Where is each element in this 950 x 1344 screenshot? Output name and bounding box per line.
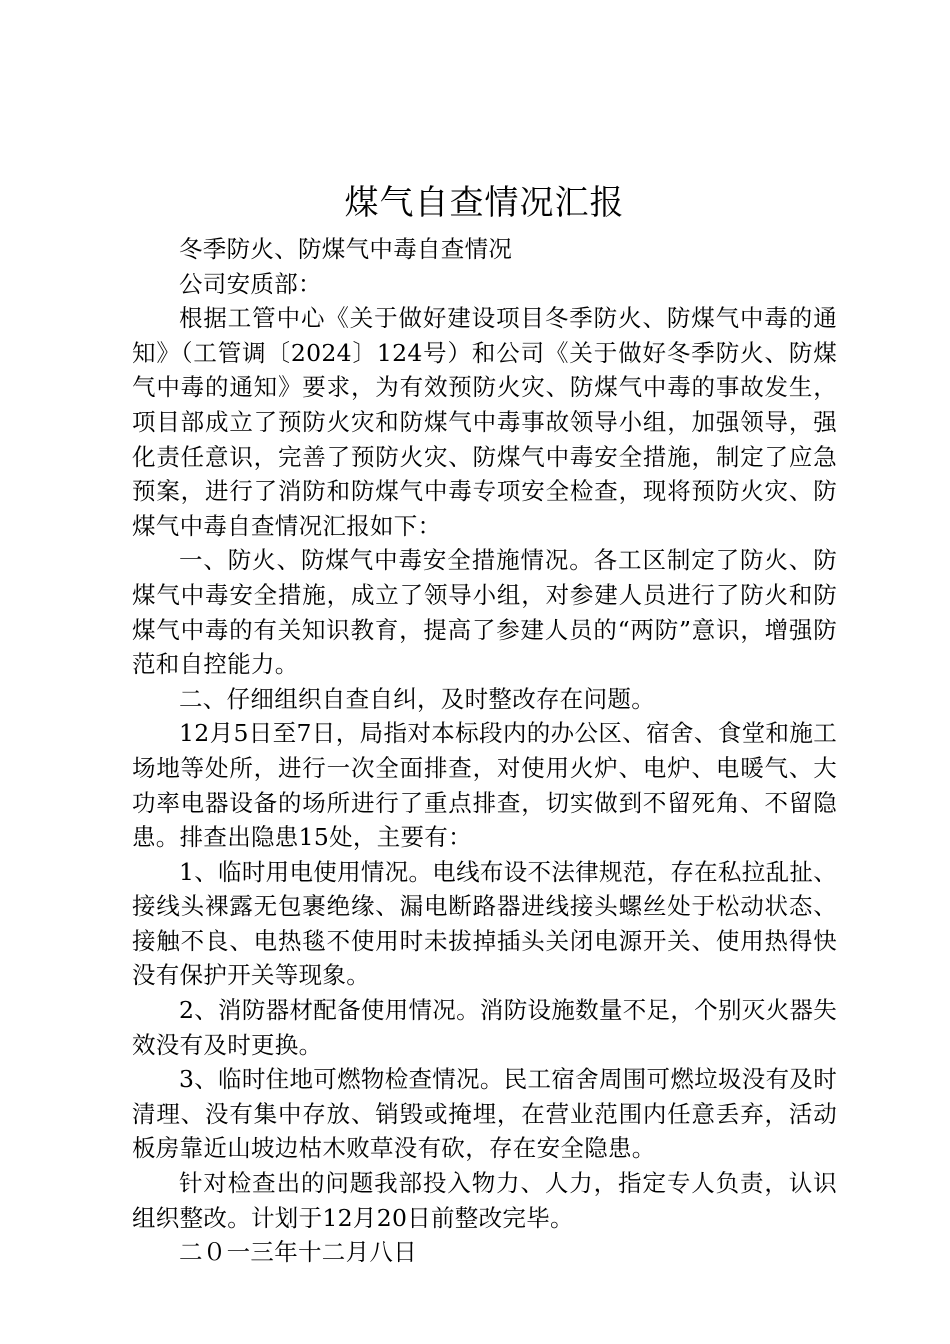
item-three-paragraph: 3、临时住地可燃物检查情况。民工宿舍周围可燃垃圾没有及时清理、没有集中存放、销毁或掩埋，在营业范围内任意丢弃，活动板房靠近山坡边枯木败草没有砍，存在安全隐患。 xyxy=(132,1065,837,1163)
addressee-line: 公司安质部： xyxy=(179,269,322,298)
rectification-paragraph: 针对检查出的问题我部投入物力、人力，指定专人负责，认识组织整改。计划于12月20日前整改完毕。 xyxy=(132,1169,837,1232)
intro-paragraph: 根据工管中心《关于做好建设项目冬季防火、防煤气中毒的通知》（工管调〔2024〕124号）和公司《关于做好冬季防火、防煤气中毒的通知》要求，为有效预防火灾、防煤气中毒的事故发生，项目部成立了预防火灾和防煤气中毒事故领导小组，加强领导，强化责任意识，完善了预防火灾、防煤气中毒安全措施，制定了应急预案，进行了消防和防煤气中毒专项安全检查，现将预防火灾、防煤气中毒自查情况汇报如下： xyxy=(132,304,837,540)
date-line: 二０一三年十二月八日 xyxy=(179,1238,417,1267)
item-one-paragraph: 1、临时用电使用情况。电线布设不法律规范，存在私拉乱扯、接线头裸露无包裹绝缘、漏电断路器进线接头螺丝处于松动状态、接触不良、电热毯不使用时未拔掉插头关闭电源开关、使用热得快没有保护开关等现象。 xyxy=(132,857,837,990)
section-two-heading: 二、仔细组织自查自纠，及时整改存在问题。 xyxy=(179,684,655,713)
document-page xyxy=(132,178,837,1270)
inspection-paragraph: 12月5日至7日，局指对本标段内的办公区、宿舍、食堂和施工场地等处所，进行一次全面排查，对使用火炉、电炉、电暖气、大功率电器设备的场所进行了重点排查，切实做到不留死角、不留隐患。排查出隐患15处，主要有： xyxy=(132,719,837,852)
document-title: 煤气自查情况汇报 xyxy=(344,183,625,223)
section-one-paragraph: 一、防火、防煤气中毒安全措施情况。各工区制定了防火、防煤气中毒安全措施，成立了领导小组，对参建人员进行了防火和防煤气中毒的有关知识教育，提高了参建人员的“两防”意识，增强防范和自控能力。 xyxy=(132,546,837,679)
subject-line: 冬季防火、防煤气中毒自查情况 xyxy=(179,235,513,263)
item-two-paragraph: 2、消防器材配备使用情况。消防设施数量不足，个别灭火器失效没有及时更换。 xyxy=(132,996,837,1059)
